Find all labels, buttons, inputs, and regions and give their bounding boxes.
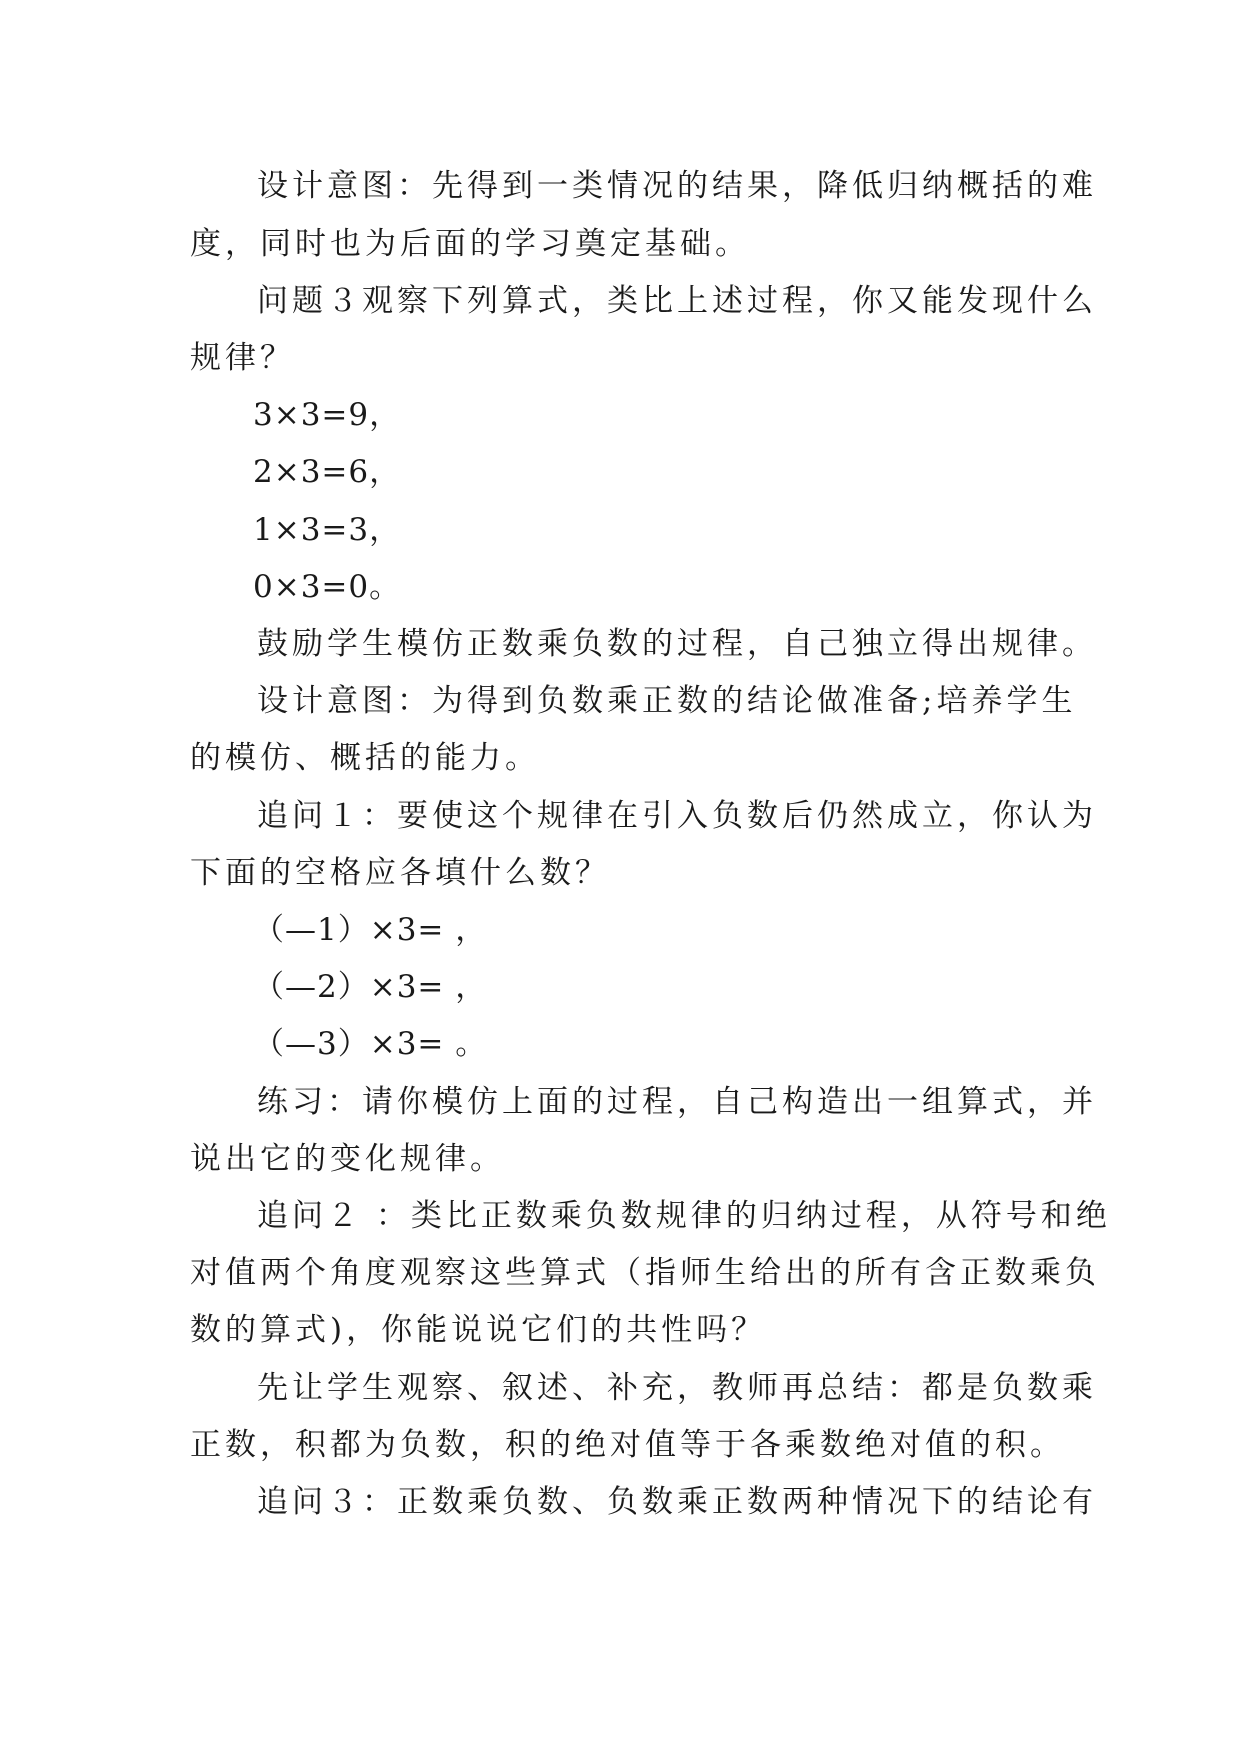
paragraph-line: 设计意图：为得到负数乘正数的结论做准备;培养学生 xyxy=(257,683,1077,719)
paragraph-line: 正数，积都为负数，积的绝对值等于各乘数绝对值的积。 xyxy=(190,1427,1065,1463)
formula-line: （—2）×3= ， xyxy=(253,969,488,1005)
paragraph-line: 数的算式)，你能说说它们的共性吗？ xyxy=(190,1312,767,1348)
formula-line: 0×3=0。 xyxy=(253,569,402,605)
paragraph-line: 的模仿、概括的能力。 xyxy=(190,740,540,776)
formula-line: 1×3=3， xyxy=(253,512,402,548)
formula-line: 2×3=6， xyxy=(253,454,402,490)
paragraph-line: 鼓励学生模仿正数乘负数的过程，自己独立得出规律。 xyxy=(257,626,1097,662)
paragraph-line: 说出它的变化规律。 xyxy=(190,1141,505,1177)
paragraph-line: 规律？ xyxy=(190,340,295,376)
paragraph-line: 追问３：正数乘负数、负数乘正数两种情况下的结论有 xyxy=(257,1484,1097,1520)
paragraph-line: 追问１：要使这个规律在引入负数后仍然成立，你认为 xyxy=(257,798,1097,834)
paragraph-line: 练习：请你模仿上面的过程，自己构造出一组算式，并 xyxy=(257,1084,1097,1120)
paragraph-line: 度，同时也为后面的学习奠定基础。 xyxy=(190,226,750,262)
formula-line: 3×3=9， xyxy=(253,397,402,433)
paragraph-line: 先让学生观察、叙述、补充，教师再总结：都是负数乘 xyxy=(257,1370,1097,1406)
paragraph-line: 追问２ ：类比正数乘负数规律的归纳过程，从符号和绝 xyxy=(257,1198,1111,1234)
formula-line: （—3）×3= 。 xyxy=(253,1026,488,1062)
formula-line: （—1）×3= ， xyxy=(253,912,488,948)
paragraph-line: 问题３观察下列算式，类比上述过程，你又能发现什么 xyxy=(257,283,1097,319)
paragraph-line: 对值两个角度观察这些算式（指师生给出的所有含正数乘负 xyxy=(190,1255,1100,1291)
paragraph-line: 设计意图：先得到一类情况的结果，降低归纳概括的难 xyxy=(257,168,1097,204)
paragraph-line: 下面的空格应各填什么数？ xyxy=(190,855,610,891)
